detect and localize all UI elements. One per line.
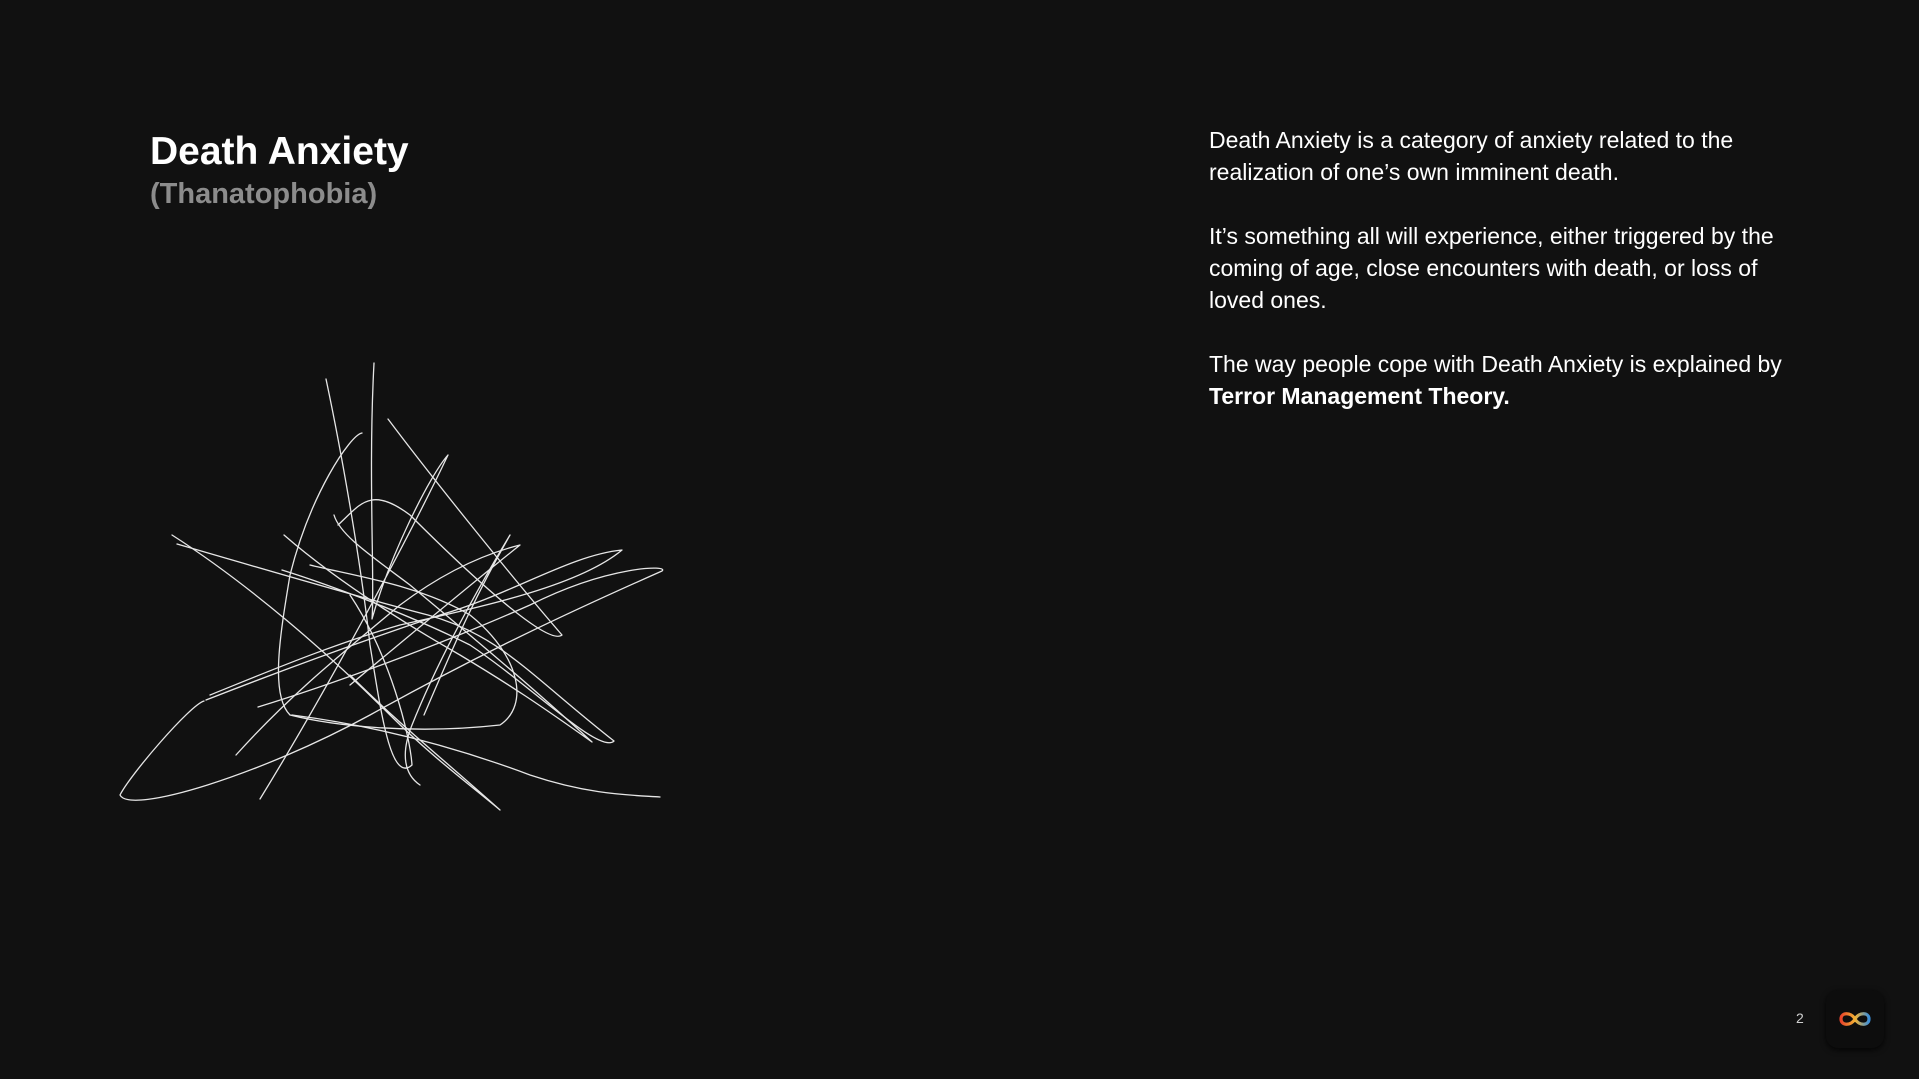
- scribble-illustration: [110, 355, 670, 880]
- title-block: [150, 128, 409, 212]
- paragraph-definition: Death Anxiety is a category of anxiety related to the realization of one’s own imminent death.: [1209, 127, 1734, 185]
- theory-intro: The way people cope with Death Anxiety is explained by: [1209, 351, 1782, 377]
- slide-title: Death Anxiety: [150, 130, 409, 173]
- paragraph-experience: It’s something all will experience, either triggered by the coming of age, close encounters with death, or loss of loved ones.: [1209, 223, 1774, 313]
- theory-name: Terror Management Theory.: [1209, 383, 1510, 409]
- slide-subtitle: (Thanatophobia): [150, 178, 378, 210]
- paragraph-theory: [1209, 348, 1789, 412]
- page-number: 2: [1796, 1010, 1804, 1026]
- description: [1209, 124, 1789, 444]
- app-badge[interactable]: [1826, 990, 1884, 1048]
- infinity-icon: [1837, 1008, 1873, 1030]
